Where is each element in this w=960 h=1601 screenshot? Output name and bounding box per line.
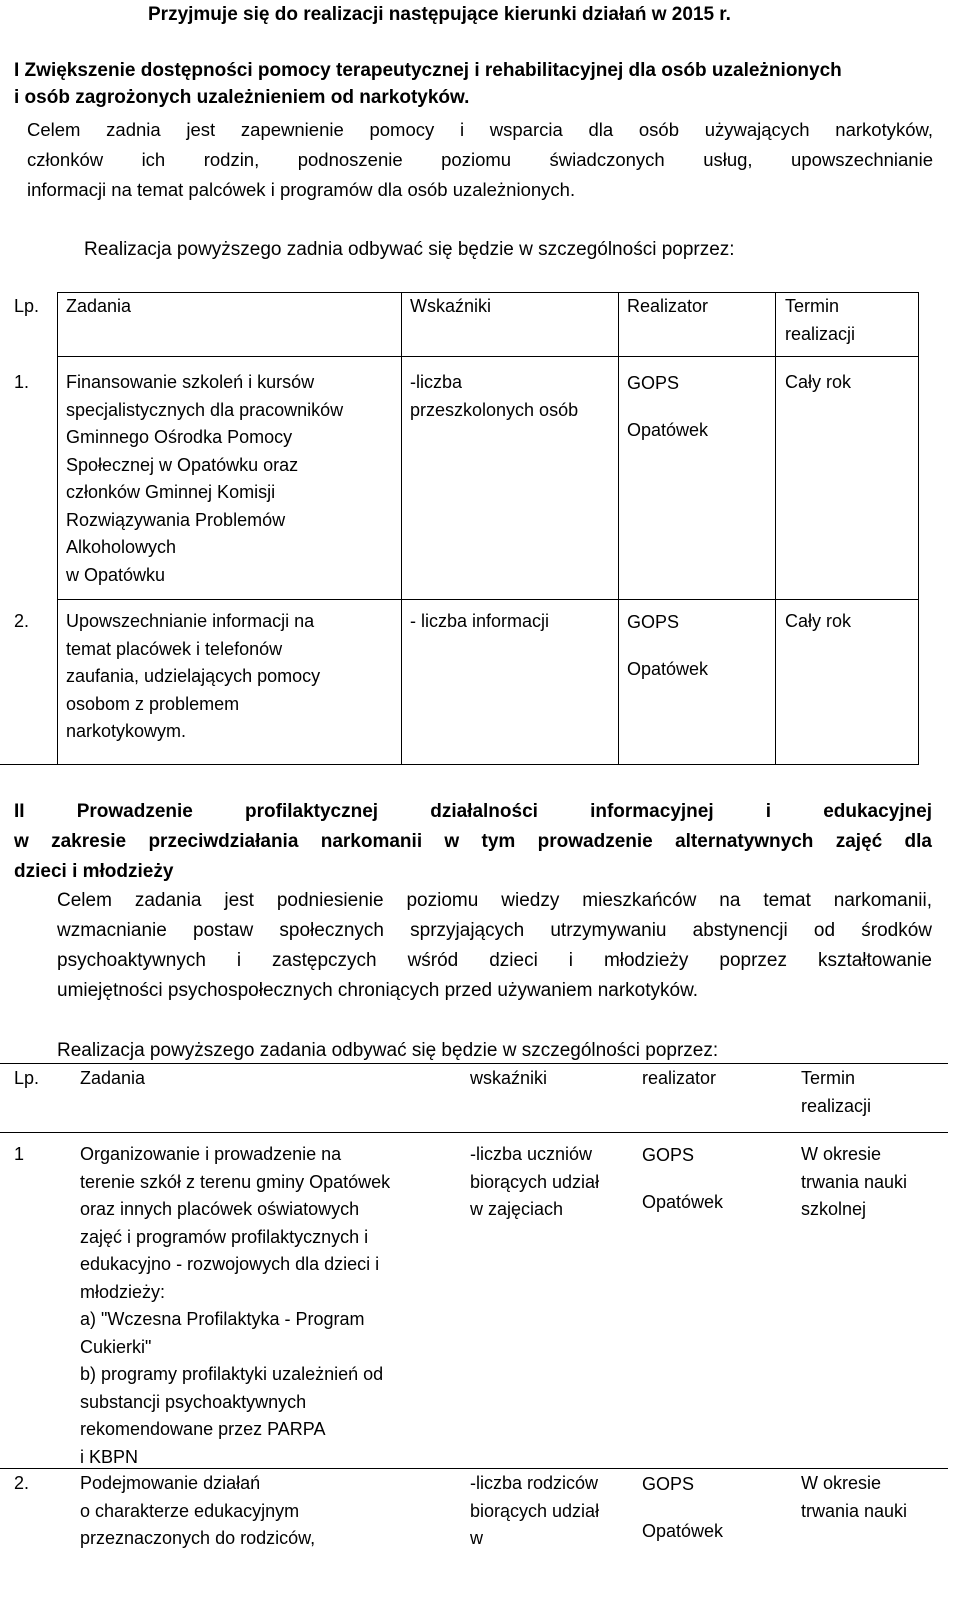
table2-header-indicator: wskaźniki xyxy=(470,1068,548,1088)
table1-row2-lp: 2. xyxy=(14,611,30,631)
table1-row1-executor: GOPS Opatówek xyxy=(627,373,709,440)
document-title: Przyjmuje się do realizacji następujące kierunki działań w 2015 r. xyxy=(148,4,731,25)
table2-row1-term: W okresie trwania nauki szkolnej xyxy=(801,1144,908,1219)
table1-header-term: Termin realizacji xyxy=(785,296,856,344)
table1-row1-indicator: -liczba przeszkolonych osób xyxy=(410,372,579,420)
table1-row2-task: Upowszechnianie informacji na temat placówek i telefonów zaufania, udzielających pomocy osobom z problemem narkotykowym. xyxy=(66,611,321,741)
section1-heading-line2: i osób zagrożonych uzależnieniem od narkotyków. xyxy=(14,87,470,108)
section2-description-line3: psychoaktywnych i zastępczych wśród dzieci i młodzieży poprzez kształtowanie xyxy=(57,950,932,971)
section2-description-line1: Celem zadania jest podniesienie poziomu wiedzy mieszkańców na temat narkomanii, xyxy=(57,890,932,911)
table2-header-executor: realizator xyxy=(642,1068,717,1088)
table2-row2-task: Podejmowanie działań o charakterze edukacyjnym przeznaczonych do rodziców, xyxy=(80,1473,316,1548)
table1-header-lp: Lp. xyxy=(14,296,40,316)
table2-row2-term: W okresie trwania nauki xyxy=(801,1473,908,1521)
table2-row1-task: Organizowanie i prowadzenie na terenie szkół z terenu gminy Opatówek oraz innych placówek oświatowych zajęć i programów profilaktycznych i edukacyjno - rozwojowych dla dzieci i młodzieży: a) "Wczesna Profilaktyka - Program Cukierki" b) programy profilaktyki uzależnień od substancji psychoaktywnych rekomendowane przez PARPA i KBPN xyxy=(80,1144,391,1467)
section2-heading-line3: dzieci i młodzieży xyxy=(14,861,174,882)
section1-description-line2: członków ich rodzin, podnoszenie poziomu świadczonych usług, upowszechnianie xyxy=(27,149,933,170)
section2-description-line4: umiejętności psychospołecznych chroniących przed używaniem narkotyków. xyxy=(57,980,699,1001)
table1-row2-term: Cały rok xyxy=(785,611,852,631)
table2-row2-executor: GOPS Opatówek xyxy=(642,1474,724,1541)
table1-row1-task: Finansowanie szkoleń i kursów specjalistycznych dla pracowników Gminnego Ośrodka Pomocy Społecznej w Opatówku oraz członków Gminnej Komisji Rozwiązywania Problemów Alkoholowych w Opatówku xyxy=(66,372,344,585)
section1-description-line3: informacji na temat palcówek i programów dla osób uzależnionych. xyxy=(27,179,576,200)
section1-description-line1: Celem zadnia jest zapewnienie pomocy i wsparcia dla osób używających narkotyków, xyxy=(27,119,933,140)
section2-description-line2: wzmacnianie postaw społecznych sprzyjających utrzymywaniu abstynencji od środków xyxy=(57,920,932,941)
table2-row1-lp: 1 xyxy=(14,1144,25,1164)
table2-row2-indicator: -liczba rodziców biorących udział w xyxy=(470,1473,600,1548)
section2-heading-line1: II Prowadzenie profilaktycznej działalności informacyjnej i edukacyjnej xyxy=(14,801,932,822)
table1-row2-executor: GOPS Opatówek xyxy=(627,612,709,679)
table1-row2-indicator: - liczba informacji xyxy=(410,611,550,631)
table1-header-executor: Realizator xyxy=(627,296,709,316)
table1-header-task: Zadania xyxy=(66,296,132,316)
table2-row2-lp: 2. xyxy=(14,1473,30,1493)
table1-row1-lp: 1. xyxy=(14,372,30,392)
section2-intro: Realizacja powyższego zadania odbywać się będzie w szczególności poprzez: xyxy=(57,1040,719,1061)
section2-heading-line2: w zakresie przeciwdziałania narkomanii w tym prowadzenie alternatywnych zajęć dla xyxy=(14,831,932,852)
section1-intro: Realizacja powyższego zadnia odbywać się będzie w szczególności poprzez: xyxy=(84,239,735,260)
table2-header-task: Zadania xyxy=(80,1068,146,1088)
section1-heading-line1: I Zwiększenie dostępności pomocy terapeutycznej i rehabilitacyjnej dla osób uzależnionych xyxy=(14,60,842,81)
table1-row1-term: Cały rok xyxy=(785,372,852,392)
table2-header-term: Termin realizacji xyxy=(801,1068,872,1116)
table1-header-indicator: Wskaźniki xyxy=(410,296,492,316)
table2-row1-executor: GOPS Opatówek xyxy=(642,1145,724,1212)
table2-row1-indicator: -liczba uczniów biorących udział w zajęciach xyxy=(470,1144,600,1219)
table2-header-lp: Lp. xyxy=(14,1068,40,1088)
